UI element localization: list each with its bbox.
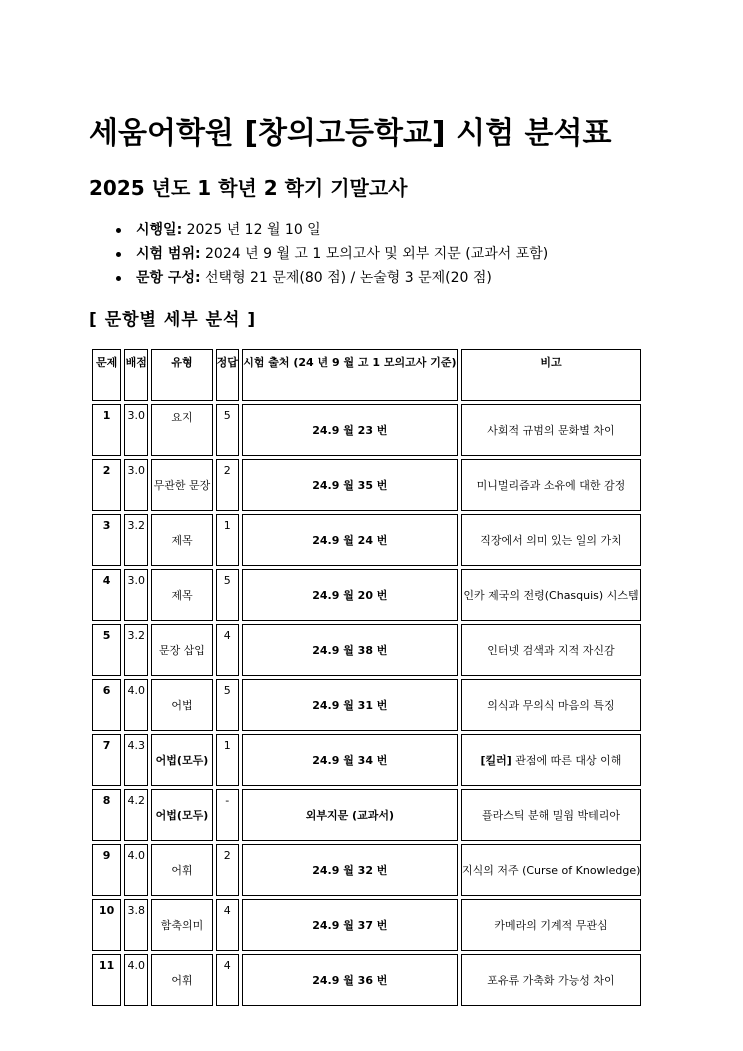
cell-source: 24.9 월 20 번 xyxy=(242,569,458,621)
cell-type: 제목 xyxy=(151,514,212,566)
cell-answer: 4 xyxy=(216,954,239,1006)
table-row xyxy=(92,514,641,566)
cell-score: 4.3 xyxy=(124,734,148,786)
info-key: 시험 범위: xyxy=(136,246,201,262)
note-text: 직장에서 의미 있는 일의 가치 xyxy=(480,534,622,547)
cell-number: 2 xyxy=(92,459,121,511)
cell-score: 3.0 xyxy=(124,459,148,511)
table-row xyxy=(92,679,641,731)
cell-number: 7 xyxy=(92,734,121,786)
cell-answer: 2 xyxy=(216,844,239,896)
exam-info-composition xyxy=(112,266,548,290)
cell-source: 24.9 월 35 번 xyxy=(242,459,458,511)
cell-number: 4 xyxy=(92,569,121,621)
cell-score: 3.0 xyxy=(124,404,148,456)
cell-note xyxy=(461,734,641,786)
table-row xyxy=(92,569,641,621)
note-text: 의식과 무의식 마음의 특징 xyxy=(487,699,615,712)
page-title: 세움어학원 [창의고등학교] 시험 분석표 xyxy=(89,116,612,151)
table-row xyxy=(92,844,641,896)
note-tag: [킬러] xyxy=(480,754,512,767)
note-text: 포유류 가축화 가능성 차이 xyxy=(487,974,615,987)
cell-type: 요지 xyxy=(151,404,212,456)
header-number: 문제 xyxy=(92,349,121,401)
info-value: 선택형 21 문제(80 점) / 논술형 3 문제(20 점) xyxy=(200,270,492,286)
cell-source: 외부지문 (교과서) xyxy=(242,789,458,841)
cell-type: 어휘 xyxy=(151,954,212,1006)
header-note: 비고 xyxy=(461,349,641,401)
cell-source: 24.9 월 31 번 xyxy=(242,679,458,731)
cell-score: 3.0 xyxy=(124,569,148,621)
table-header-row xyxy=(92,349,641,401)
header-source: 시험 출처 (24 년 9 월 고 1 모의고사 기준) xyxy=(242,349,458,401)
cell-note xyxy=(461,899,641,951)
cell-answer: - xyxy=(216,789,239,841)
section-title: [ 문항별 세부 분석 ] xyxy=(89,310,257,330)
cell-source: 24.9 월 34 번 xyxy=(242,734,458,786)
info-key: 시행일: xyxy=(136,222,183,238)
info-value: 2025 년 12 월 10 일 xyxy=(182,222,321,238)
cell-type: 제목 xyxy=(151,569,212,621)
cell-note xyxy=(461,514,641,566)
cell-type: 문장 삽입 xyxy=(151,624,212,676)
cell-score: 4.0 xyxy=(124,679,148,731)
cell-score: 4.2 xyxy=(124,789,148,841)
cell-answer: 5 xyxy=(216,679,239,731)
cell-source: 24.9 월 37 번 xyxy=(242,899,458,951)
cell-score: 3.8 xyxy=(124,899,148,951)
cell-note xyxy=(461,954,641,1006)
cell-answer: 2 xyxy=(216,459,239,511)
cell-note xyxy=(461,679,641,731)
cell-answer: 5 xyxy=(216,569,239,621)
cell-score: 3.2 xyxy=(124,624,148,676)
note-text: 카메라의 기계적 무관심 xyxy=(494,919,608,932)
cell-type: 어법(모두) xyxy=(151,789,212,841)
cell-answer: 4 xyxy=(216,624,239,676)
cell-type: 어법(모두) xyxy=(151,734,212,786)
cell-answer: 1 xyxy=(216,514,239,566)
cell-note xyxy=(461,789,641,841)
cell-number: 10 xyxy=(92,899,121,951)
table-row xyxy=(92,899,641,951)
note-text: 인터넷 검색과 지적 자신감 xyxy=(487,644,615,657)
table-row xyxy=(92,459,641,511)
exam-info-range xyxy=(112,242,548,266)
cell-source: 24.9 월 32 번 xyxy=(242,844,458,896)
table-body xyxy=(92,404,641,1006)
table-row xyxy=(92,624,641,676)
cell-type: 어법 xyxy=(151,679,212,731)
table-row xyxy=(92,954,641,1006)
table-row xyxy=(92,734,641,786)
cell-answer: 5 xyxy=(216,404,239,456)
cell-number: 3 xyxy=(92,514,121,566)
header-answer: 정답 xyxy=(216,349,239,401)
cell-score: 4.0 xyxy=(124,954,148,1006)
info-key: 문항 구성: xyxy=(136,270,201,286)
cell-note xyxy=(461,459,641,511)
note-text: 플라스틱 분해 밀웜 박테리아 xyxy=(481,809,620,822)
table-row xyxy=(92,789,641,841)
cell-answer: 1 xyxy=(216,734,239,786)
header-type: 유형 xyxy=(151,349,212,401)
cell-number: 11 xyxy=(92,954,121,1006)
note-text: 지식의 저주 (Curse of Knowledge) xyxy=(461,864,641,877)
table-row xyxy=(92,404,641,456)
cell-score: 3.2 xyxy=(124,514,148,566)
cell-number: 5 xyxy=(92,624,121,676)
cell-number: 1 xyxy=(92,404,121,456)
cell-note xyxy=(461,624,641,676)
cell-source: 24.9 월 36 번 xyxy=(242,954,458,1006)
exam-info-list xyxy=(112,218,548,290)
note-text: 미니멀리즘과 소유에 대한 감정 xyxy=(476,479,626,492)
cell-number: 9 xyxy=(92,844,121,896)
note-text: 사회적 규범의 문화별 차이 xyxy=(487,424,615,437)
analysis-table xyxy=(89,346,644,1009)
note-text: 인카 제국의 전령(Chasquis) 시스템 xyxy=(463,589,639,602)
cell-source: 24.9 월 23 번 xyxy=(242,404,458,456)
note-text: 관점에 따른 대상 이해 xyxy=(511,754,622,767)
info-value: 2024 년 9 월 고 1 모의고사 및 외부 지문 (교과서 포함) xyxy=(200,246,549,262)
cell-note xyxy=(461,404,641,456)
header-score: 배점 xyxy=(124,349,148,401)
exam-info-date xyxy=(112,218,548,242)
cell-type: 무관한 문장 xyxy=(151,459,212,511)
cell-source: 24.9 월 38 번 xyxy=(242,624,458,676)
cell-number: 8 xyxy=(92,789,121,841)
cell-note xyxy=(461,569,641,621)
cell-type: 함축의미 xyxy=(151,899,212,951)
cell-number: 6 xyxy=(92,679,121,731)
cell-note xyxy=(461,844,641,896)
page-subtitle: 2025 년도 1 학년 2 학기 기말고사 xyxy=(89,176,408,200)
cell-source: 24.9 월 24 번 xyxy=(242,514,458,566)
cell-score: 4.0 xyxy=(124,844,148,896)
cell-type: 어휘 xyxy=(151,844,212,896)
cell-answer: 4 xyxy=(216,899,239,951)
